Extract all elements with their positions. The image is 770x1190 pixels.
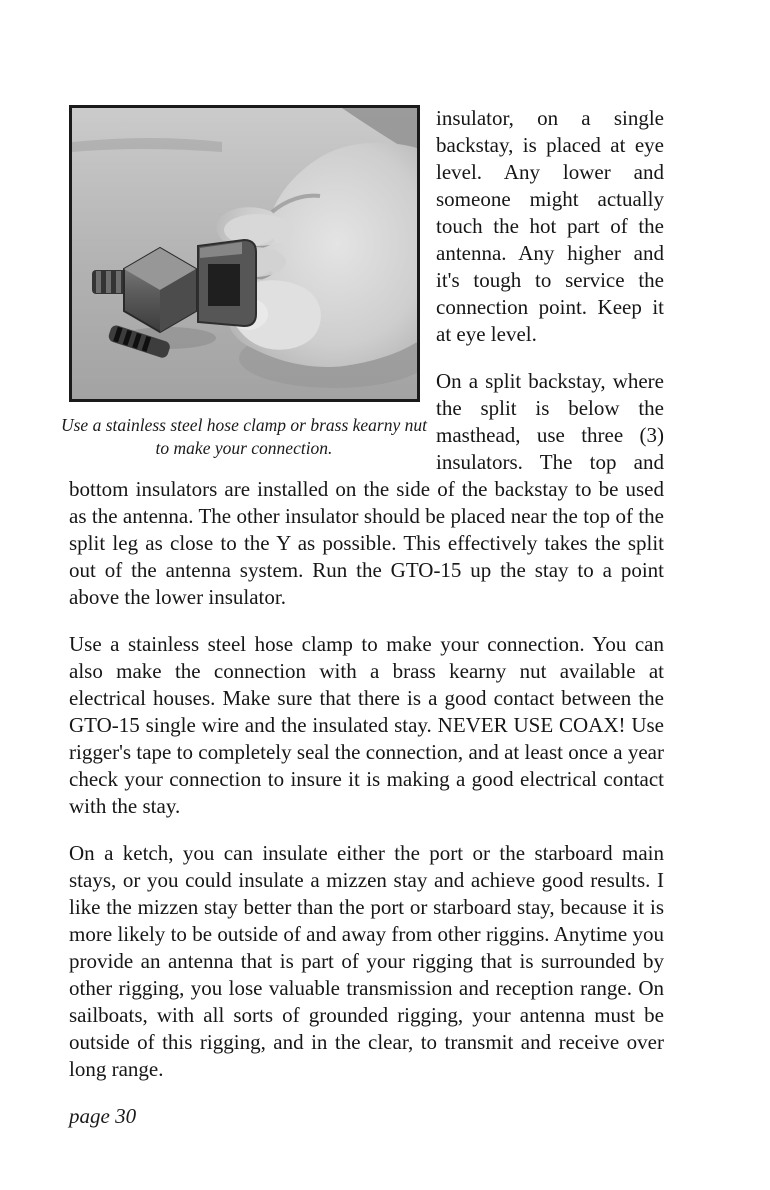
photo-caption: Use a stainless steel hose clamp or brass kearny nut to make your connection. [60, 415, 427, 458]
hand-with-clamp-photo [69, 105, 420, 402]
paragraph-ketch-mizzen: On a ketch, you can insulate either the port or the starboard main stays, or you could insulate a mizzen stay and achieve good results. I like the mizzen stay better than the port or starboard stay, because it is more likely to be outside of and away from other riggins. Anytime you provide an antenna that is part of your rigging that is surrounded by other rigging, you lose valuable transmission and reception range. On sailboats, with all sorts of grounded rigging, your antenna must be outside of this rigging, and in the clear, to transmit and receive over long range. [69, 841, 664, 1081]
page-number: page 30 [69, 1104, 137, 1128]
clamp-body [198, 240, 256, 326]
hand-with-clamp-illustration [72, 108, 417, 399]
paragraph-split-backstay: On a split backstay, where the split is below the masthead, use three (3) insulators. The top and bottom insulators are installed on the side of the backstay to be used as the antenna. The other insulator should be placed near the top of the split leg as close to the Y as possible. This effectively takes the split out of the antenna system. Run the GTO-15 up the stay to a point above the lower insulator. [69, 369, 664, 609]
photo-figure [60, 105, 427, 460]
page-content [60, 105, 664, 1083]
paragraph-hose-clamp-connection: Use a stainless steel hose clamp to make your connection. You can also make the connection with a brass kearny nut available at electrical houses. Make sure that there is a good contact between the GTO-15 single wire and the insulated stay. NEVER USE COAX! Use rigger's tape to completely seal the connection, and at least once a year check your connection to insure it is making a good electrical contact with the stay. [69, 632, 664, 818]
paragraph-insulator-eye-level: insulator, on a single backstay, is placed at eye level. Any lower and someone might actually touch the hot part of the antenna. Any higher and it's tough to service the connection point. Keep it at eye level. [436, 106, 664, 346]
